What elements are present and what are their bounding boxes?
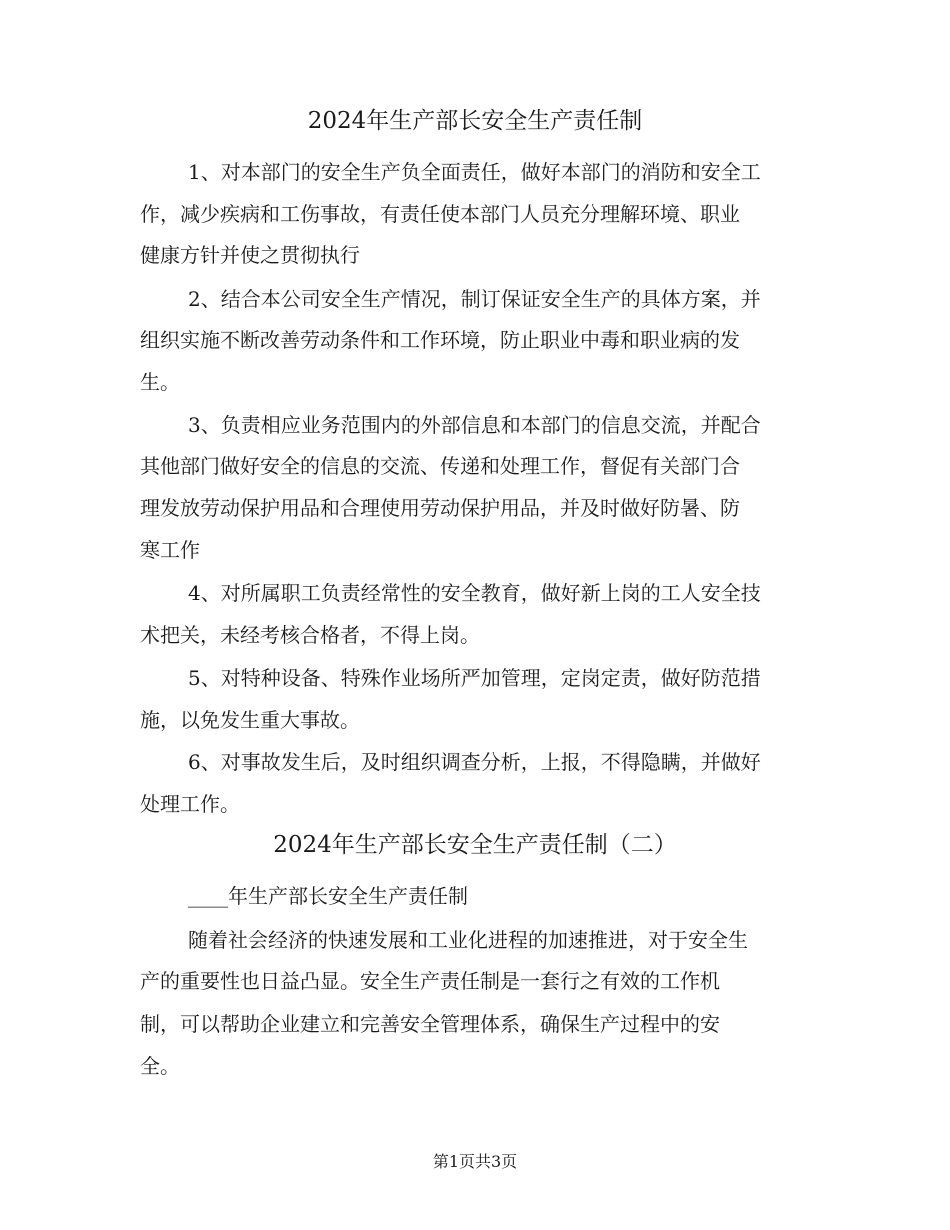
paragraph-1-line-1: 1、对本部门的安全生产负全面责任，做好本部门的消防和安全工 bbox=[188, 160, 761, 184]
paragraph-6-line-2: 处理工作。 bbox=[140, 792, 240, 816]
paragraph-4-line-2: 术把关，未经考核合格者，不得上岗。 bbox=[140, 623, 480, 647]
section-2-paragraph-line-1: 随着社会经济的快速发展和工业化进程的加速推进，对于安全生 bbox=[188, 928, 748, 952]
paragraph-2-line-2: 组织实施不断改善劳动条件和工作环境，防止职业中毒和职业病的发 bbox=[140, 328, 740, 352]
paragraph-6-line-1: 6、对事故发生后，及时组织调查分析，上报，不得隐瞒，并做好 bbox=[188, 750, 761, 774]
paragraph-1-line-2: 作，减少疾病和工伤事故，有责任使本部门人员充分理解环境、职业 bbox=[140, 202, 740, 226]
paragraph-5-line-1: 5、对特种设备、特殊作业场所严加管理，定岗定责，做好防范措 bbox=[188, 666, 761, 690]
section-2-title: 2024年生产部长安全生产责任制（二） bbox=[273, 832, 677, 858]
paragraph-3-line-3: 理发放劳动保护用品和合理使用劳动保护用品，并及时做好防暑、防 bbox=[140, 496, 740, 520]
paragraph-2-line-3: 生。 bbox=[140, 370, 180, 394]
section-2-paragraph-line-3: 制，可以帮助企业建立和完善安全管理体系，确保生产过程中的安 bbox=[140, 1012, 720, 1036]
document-title: 2024年生产部长安全生产责任制 bbox=[307, 108, 643, 134]
paragraph-2-line-1: 2、结合本公司安全生产情况，制订保证安全生产的具体方案，并 bbox=[188, 287, 761, 311]
paragraph-3-line-4: 寒工作 bbox=[140, 538, 200, 562]
paragraph-1-line-3: 健康方针并使之贯彻执行 bbox=[140, 243, 360, 267]
paragraph-3-line-2: 其他部门做好安全的信息的交流、传递和处理工作，督促有关部门合 bbox=[140, 454, 740, 478]
page-footer: 第1页共3页 bbox=[432, 1152, 518, 1171]
section-2-subtitle: ____年生产部长安全生产责任制 bbox=[188, 884, 468, 908]
paragraph-3-line-1: 3、负责相应业务范围内的外部信息和本部门的信息交流，并配合 bbox=[188, 413, 761, 437]
paragraph-4-line-1: 4、对所属职工负责经常性的安全教育，做好新上岗的工人安全技 bbox=[188, 581, 761, 605]
section-2-paragraph-line-2: 产的重要性也日益凸显。安全生产责任制是一套行之有效的工作机 bbox=[140, 969, 720, 993]
paragraph-5-line-2: 施，以免发生重大事故。 bbox=[140, 708, 360, 732]
section-2-paragraph-line-4: 全。 bbox=[140, 1054, 180, 1078]
